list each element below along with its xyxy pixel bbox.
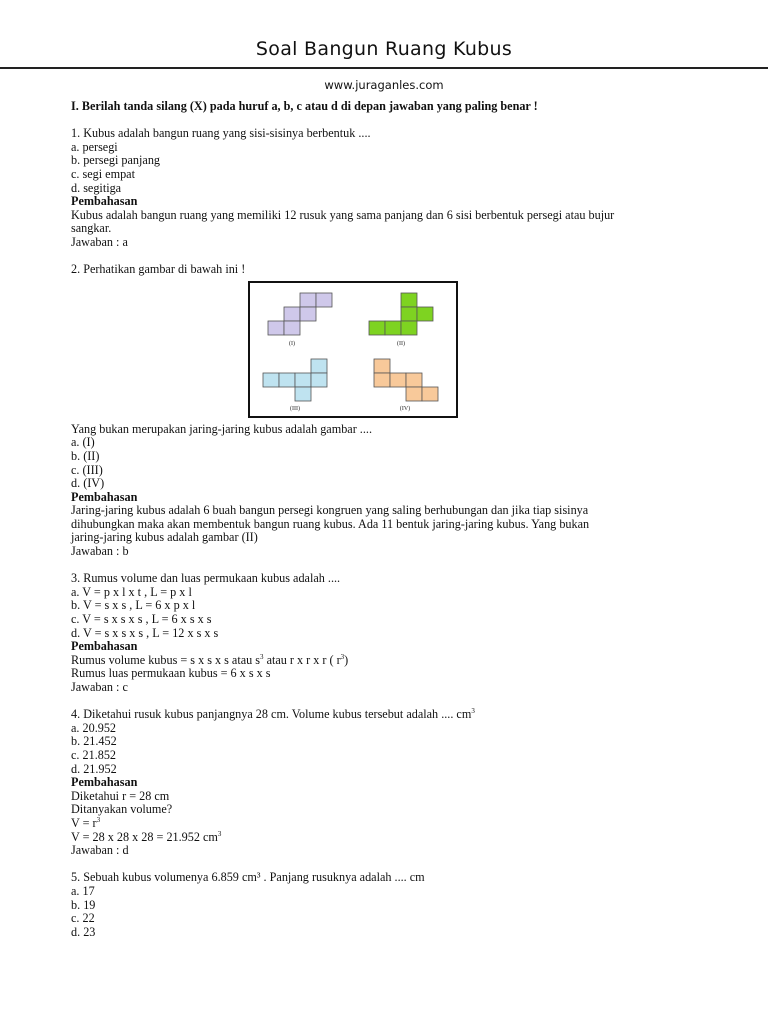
figure-label-ii: (II) (397, 340, 405, 347)
q2-option-c: c. (III) (71, 462, 103, 477)
document-body (71, 100, 701, 939)
q2-pembahasan-label: Pembahasan (71, 489, 138, 504)
q3-volume-formula: Rumus volume kubus = s x s x s atau $s^3$ atau r x r x r ( $r^3$) (71, 652, 349, 667)
q2-explanation-cont: dihubungkan maka akan membentuk bangun ruang kubus. Ada 11 bentuk jaring-jaring kubus. Yang bukan (71, 516, 590, 531)
q2-option-b: b. (II) (71, 448, 100, 463)
q3-question: 3. Rumus volume dan luas permukaan kubus adalah .... (71, 571, 341, 586)
q4-calculation: V = 28 x 28 x 28 = 21.952 $cm^3$ (71, 829, 222, 844)
figure-label-i: (I) (289, 340, 295, 347)
figure-label-iii: (III) (290, 405, 300, 412)
q4-asked: Ditanyakan volume? (71, 802, 173, 817)
q5-option-b: b. 19 (71, 897, 96, 912)
net-ii (369, 293, 433, 335)
q4-question: 4. Diketahui rusuk kubus panjangnya 28 cm. Volume kubus tersebut adalah .... $cm^3$ (71, 707, 475, 722)
q2-prompt: Yang bukan merupakan jaring-jaring kubus adalah gambar .... (71, 421, 372, 436)
q4-option-d: d. 21.952 (71, 761, 117, 776)
q5-question: 5. Sebuah kubus volumenya 6.859 cm³ . Panjang rusuknya adalah .... cm (71, 870, 425, 885)
q3-option-c: c. V = s x s x s , L = 6 x s x s (71, 612, 212, 627)
q4-option-b: b. 21.452 (71, 734, 117, 749)
q1-answer: Jawaban : a (71, 234, 128, 249)
q3-area-formula: Rumus luas permukaan kubus = 6 x s x s (71, 666, 271, 681)
q1-explanation: Kubus adalah bangun ruang yang memiliki 12 rusuk yang sama panjang dan 6 sisi berbentuk persegi atau bujur (71, 207, 615, 222)
q3-answer: Jawaban : c (71, 680, 128, 694)
q4-known: Diketahui r = 28 cm (71, 788, 170, 803)
q3-option-b: b. V = s x s , L = 6 x p x l (71, 598, 196, 613)
figure-label-iv: (IV) (399, 405, 411, 412)
q1-option-d: d. segitiga (71, 180, 122, 195)
q2-option-d: d. (IV) (71, 476, 105, 491)
net-iv (374, 359, 438, 401)
q3-option-a: a. V = p x l x t , L = p x l (71, 584, 192, 599)
q1-question: 1. Kubus adalah bangun ruang yang sisi-sisinya berbentuk .... (71, 126, 371, 141)
q4-pembahasan-label: Pembahasan (71, 775, 138, 790)
q2-question: 2. Perhatikan gambar di bawah ini ! (71, 262, 246, 277)
q5-option-a: a. 17 (71, 883, 95, 898)
cube-nets-figure (248, 281, 458, 418)
website-link[interactable]: www.juraganles.com (324, 78, 444, 92)
q4-answer: Jawaban : d (71, 843, 129, 858)
q3-pembahasan-label: Pembahasan (71, 639, 138, 654)
q4-option-a: a. 20.952 (71, 720, 117, 735)
q5-option-c: c. 22 (71, 911, 95, 926)
q1-explanation-cont: sangkar. (71, 221, 112, 236)
q2-answer: Jawaban : b (71, 544, 129, 559)
header-divider (0, 67, 768, 69)
instruction: I. Berilah tanda silang (X) pada huruf a, b, c atau d di depan jawaban yang paling benar ! (71, 99, 538, 113)
q2-explanation-end: jaring-jaring kubus adalah gambar (II) (71, 530, 258, 545)
q1-option-b: b. persegi panjang (71, 153, 161, 168)
q3-option-d: d. V = s x s x s , L = 12 x s x s (71, 625, 219, 640)
q2-option-a: a. (I) (71, 435, 95, 450)
q2-explanation: Jaring-jaring kubus adalah 6 buah bangun persegi kongruen yang saling berhubungan dan jika tiap sisinya (71, 503, 589, 518)
q5-option-d: d. 23 (71, 924, 96, 939)
page-title: Soal Bangun Ruang Kubus (255, 38, 513, 60)
q1-pembahasan-label: Pembahasan (71, 194, 138, 209)
q1-option-a: a. persegi (71, 139, 118, 154)
q4-formula: $V = r^3$ (71, 815, 101, 830)
net-iii (263, 359, 327, 401)
net-i (268, 293, 332, 335)
q4-option-c: c. 21.852 (71, 747, 117, 762)
q1-option-c: c. segi empat (71, 166, 135, 181)
